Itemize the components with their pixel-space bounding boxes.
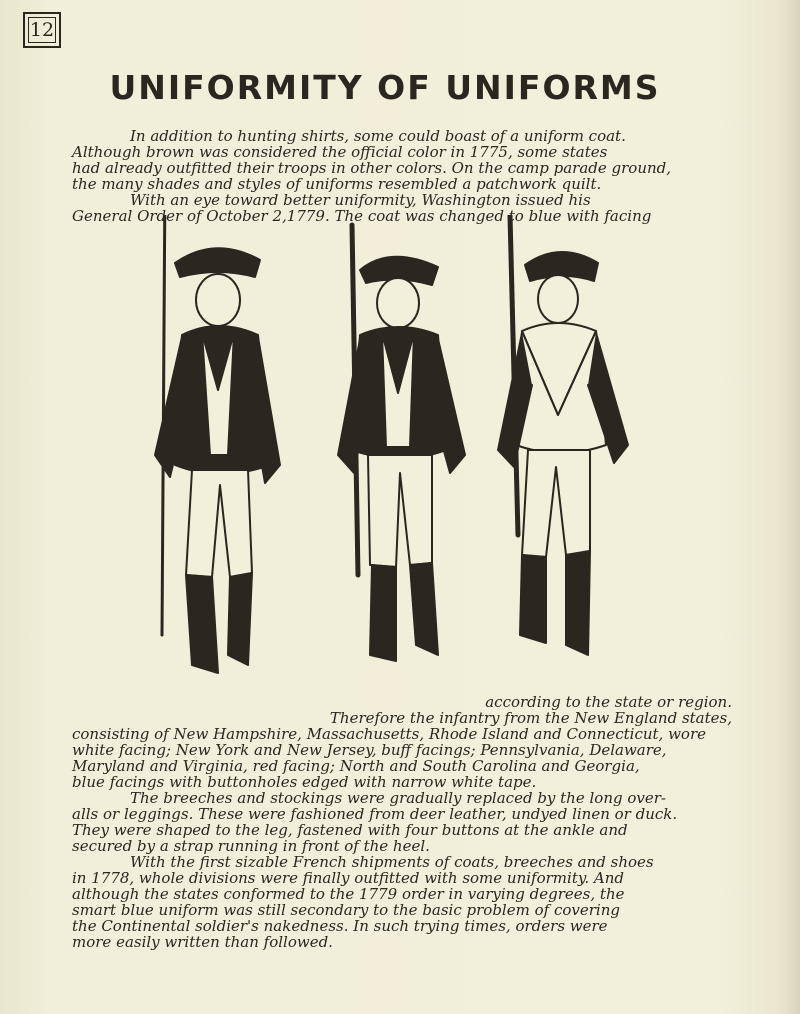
paragraph-top xyxy=(72,128,732,224)
text-line: In addition to hunting shirts, some could boast of a uniform coat. xyxy=(130,127,626,145)
page-edge-shadow xyxy=(778,0,800,1014)
text-line: Although brown was considered the official color in 1775, some states xyxy=(72,143,608,161)
text-line: blue facings with buttonholes edged with narrow white tape. xyxy=(72,773,537,791)
text-line: alls or leggings. These were fashioned from deer leather, undyed linen or duck. xyxy=(72,805,678,823)
text-line: according to the state or region. xyxy=(485,693,732,711)
soldier-center-figure xyxy=(338,225,465,661)
paragraph-bottom xyxy=(72,694,732,950)
text-line: General Order of October 2,1779. The coat was changed to blue with facing xyxy=(72,207,652,225)
page-title: UNIFORMITY OF UNIFORMS xyxy=(109,68,661,107)
text-line: consisting of New Hampshire, Massachusetts, Rhode Island and Connecticut, wore xyxy=(72,725,706,743)
text-line: Maryland and Virginia, red facing; North and South Carolina and Georgia, xyxy=(72,757,640,775)
text-line: secured by a strap running in front of the heel. xyxy=(72,837,430,855)
soldiers-drawing xyxy=(120,215,660,705)
text-line: white facing; New York and New Jersey, buff facings; Pennsylvania, Delaware, xyxy=(72,741,667,759)
text-line: although the states conformed to the 1779 order in varying degrees, the xyxy=(72,885,625,903)
text-line: Therefore the infantry from the New England states, xyxy=(329,709,732,727)
page-number: 12 xyxy=(29,19,55,41)
text-line: With the first sizable French shipments of coats, breeches and shoes xyxy=(130,853,654,871)
page-number-box xyxy=(23,12,61,48)
text-line: the Continental soldier's nakedness. In such trying times, orders were xyxy=(72,917,608,935)
text-line: They were shaped to the leg, fastened with four buttons at the ankle and xyxy=(72,821,628,839)
text-line: more easily written than followed. xyxy=(72,933,333,951)
text-line: smart blue uniform was still secondary to the basic problem of covering xyxy=(72,901,620,919)
text-line: With an eye toward better uniformity, Washington issued his xyxy=(130,191,591,209)
text-line: had already outfitted their troops in other colors. On the camp parade ground, xyxy=(72,159,672,177)
text-line: in 1778, whole divisions were finally outfitted with some uniformity. And xyxy=(72,869,624,887)
soldier-right-figure xyxy=(498,215,628,655)
text-line: The breeches and stockings were gradually replaced by the long over- xyxy=(130,789,666,807)
soldier-left-figure xyxy=(155,215,280,673)
soldiers-illustration xyxy=(120,215,660,705)
text-line: the many shades and styles of uniforms resembled a patchwork quilt. xyxy=(72,175,602,193)
